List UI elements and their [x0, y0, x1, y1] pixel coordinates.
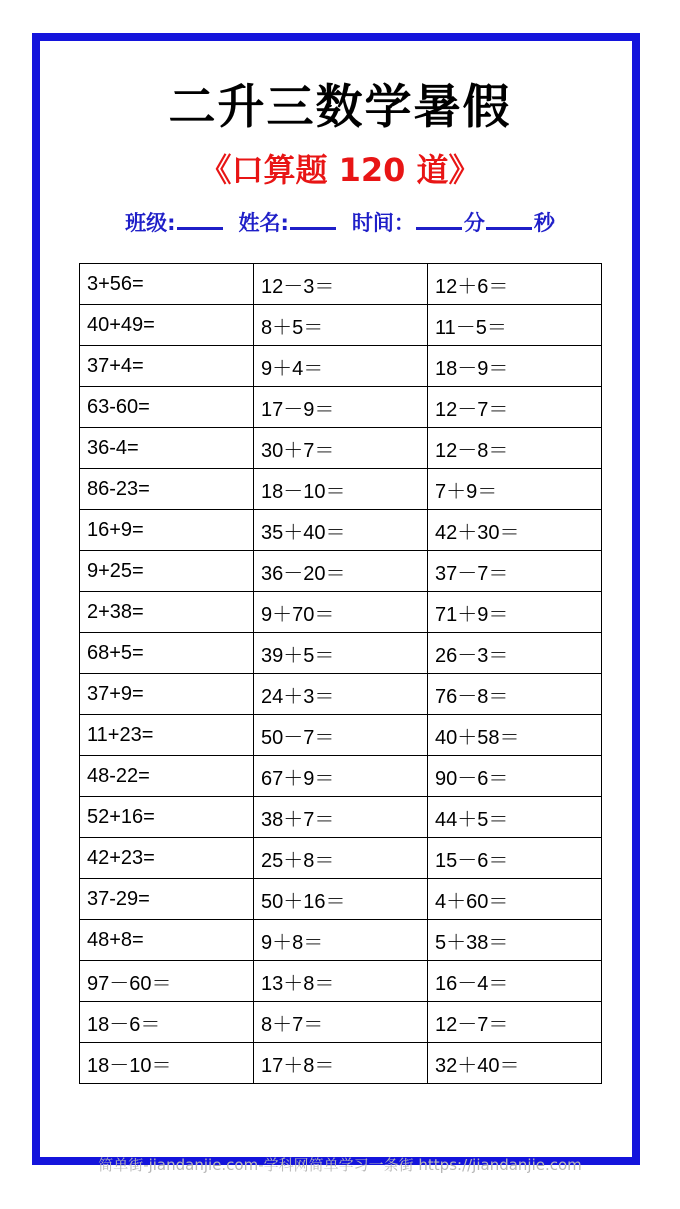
- problem-cell: 18－10＝: [254, 469, 428, 510]
- problem-cell: 40+49=: [80, 305, 254, 346]
- problem-cell: 32＋40＝: [428, 1043, 602, 1084]
- problem-cell: 13＋8＝: [254, 961, 428, 1002]
- problem-cell: 11－5＝: [428, 305, 602, 346]
- table-row: [80, 551, 602, 592]
- problem-cell: 7＋9＝: [428, 469, 602, 510]
- table-row: [80, 920, 602, 961]
- table-row: [80, 1002, 602, 1043]
- table-row: [80, 428, 602, 469]
- table-row: [80, 797, 602, 838]
- problem-cell: 52+16=: [80, 797, 254, 838]
- problem-cell: 26－3＝: [428, 633, 602, 674]
- problem-cell: 38＋7＝: [254, 797, 428, 838]
- problem-cell: 67＋9＝: [254, 756, 428, 797]
- problem-cell: 36-4=: [80, 428, 254, 469]
- minutes-blank[interactable]: [416, 205, 462, 230]
- table-row: [80, 346, 602, 387]
- table-row: [80, 1043, 602, 1084]
- table-row: [80, 305, 602, 346]
- problem-cell: 18－9＝: [428, 346, 602, 387]
- problem-cell: 8＋7＝: [254, 1002, 428, 1043]
- table-row: [80, 756, 602, 797]
- problem-cell: 50－7＝: [254, 715, 428, 756]
- problem-cell: 42＋30＝: [428, 510, 602, 551]
- problem-cell: 37-29=: [80, 879, 254, 920]
- table-row: [80, 838, 602, 879]
- minutes-label: 分: [463, 211, 485, 235]
- problem-cell: 63-60=: [80, 387, 254, 428]
- problem-cell: 25＋8＝: [254, 838, 428, 879]
- name-label: 姓名:: [238, 211, 289, 235]
- problem-cell: 12＋6＝: [428, 264, 602, 305]
- problem-cell: 12－7＝: [428, 1002, 602, 1043]
- problem-cell: 15－6＝: [428, 838, 602, 879]
- table-row: [80, 264, 602, 305]
- table-row: [80, 633, 602, 674]
- student-info-line: [0, 205, 680, 239]
- table-row: [80, 387, 602, 428]
- table-row: [80, 510, 602, 551]
- problem-cell: 39＋5＝: [254, 633, 428, 674]
- table-row: [80, 961, 602, 1002]
- table-row: [80, 674, 602, 715]
- problem-cell: 76－8＝: [428, 674, 602, 715]
- problem-cell: 9＋70＝: [254, 592, 428, 633]
- worksheet-subtitle: 《口算题 120 道》: [199, 151, 481, 189]
- table-row: [80, 715, 602, 756]
- seconds-label: 秒: [533, 211, 555, 235]
- problem-cell: 48+8=: [80, 920, 254, 961]
- problem-cell: 5＋38＝: [428, 920, 602, 961]
- worksheet-title: 二升三数学暑假: [168, 80, 512, 135]
- problem-cell: 37+4=: [80, 346, 254, 387]
- problem-cell: 37+9=: [80, 674, 254, 715]
- problem-cell: 17－9＝: [254, 387, 428, 428]
- problem-cell: 86-23=: [80, 469, 254, 510]
- problem-cell: 40＋58＝: [428, 715, 602, 756]
- problem-cell: 3+56=: [80, 264, 254, 305]
- problem-cell: 9＋4＝: [254, 346, 428, 387]
- problem-cell: 68+5=: [80, 633, 254, 674]
- problem-cell: 12－8＝: [428, 428, 602, 469]
- problem-cell: 44＋5＝: [428, 797, 602, 838]
- problems-table: [79, 263, 602, 1084]
- problem-cell: 97－60＝: [80, 961, 254, 1002]
- problem-cell: 8＋5＝: [254, 305, 428, 346]
- problem-cell: 90－6＝: [428, 756, 602, 797]
- problem-cell: 9+25=: [80, 551, 254, 592]
- time-label: 时间：: [351, 211, 415, 235]
- problem-cell: 42+23=: [80, 838, 254, 879]
- problem-cell: 16－4＝: [428, 961, 602, 1002]
- problem-cell: 48-22=: [80, 756, 254, 797]
- problem-cell: 18－6＝: [80, 1002, 254, 1043]
- problem-cell: 12－3＝: [254, 264, 428, 305]
- problem-cell: 30＋7＝: [254, 428, 428, 469]
- problem-cell: 35＋40＝: [254, 510, 428, 551]
- class-label: 班级:: [125, 211, 176, 235]
- problem-cell: 11+23=: [80, 715, 254, 756]
- class-blank[interactable]: [177, 205, 223, 230]
- problem-cell: 4＋60＝: [428, 879, 602, 920]
- problem-cell: 71＋9＝: [428, 592, 602, 633]
- problem-cell: 9＋8＝: [254, 920, 428, 961]
- problem-cell: 36－20＝: [254, 551, 428, 592]
- problem-cell: 37－7＝: [428, 551, 602, 592]
- seconds-blank[interactable]: [486, 205, 532, 230]
- problem-cell: 16+9=: [80, 510, 254, 551]
- problem-cell: 18－10＝: [80, 1043, 254, 1084]
- footer-watermark: 简单街-jiandanjie.com-学科网简单学习一条街 https://jiandanjie.com: [98, 1156, 582, 1174]
- name-blank[interactable]: [290, 205, 336, 230]
- problem-cell: 50＋16＝: [254, 879, 428, 920]
- problem-cell: 2+38=: [80, 592, 254, 633]
- problem-cell: 24＋3＝: [254, 674, 428, 715]
- problem-cell: 12－7＝: [428, 387, 602, 428]
- table-row: [80, 592, 602, 633]
- table-row: [80, 469, 602, 510]
- problem-cell: 17＋8＝: [254, 1043, 428, 1084]
- table-row: [80, 879, 602, 920]
